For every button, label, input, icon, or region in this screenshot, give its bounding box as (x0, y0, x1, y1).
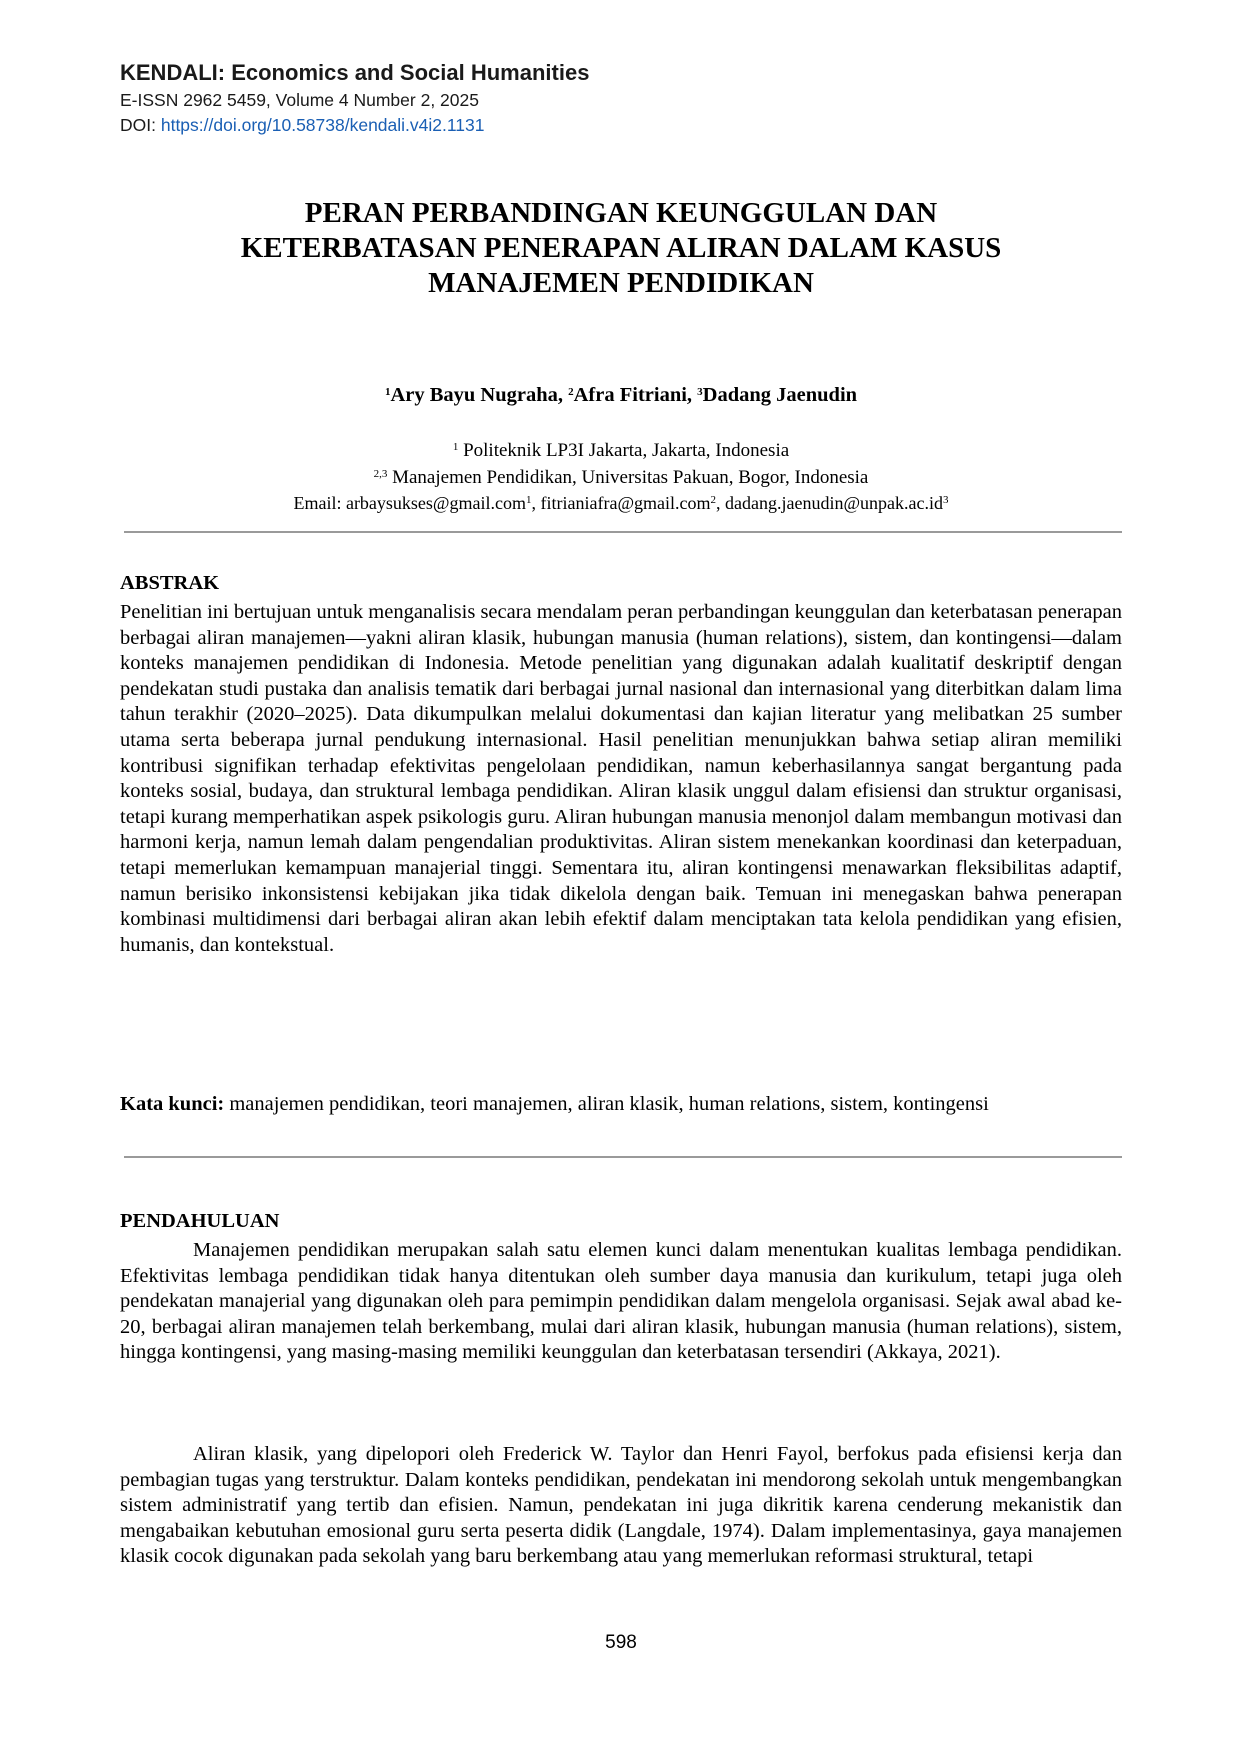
doi-line (120, 115, 485, 136)
author-sup: 3 (697, 386, 703, 398)
email-separator: , (716, 493, 726, 513)
page-number: 598 (605, 1632, 637, 1653)
affiliation-text: Manajemen Pendidikan, Universitas Pakuan, Bogor, Indonesia (392, 467, 869, 488)
email-separator: , (531, 493, 541, 513)
affiliation-sup: 1 (452, 441, 459, 453)
introduction-paragraph: Manajemen pendidikan merupakan salah satu elemen kunci dalam menentukan kualitas lembaga pendidikan. Efektivitas lembaga pendidikan tidak hanya ditentukan oleh sumber daya manusia dan kurikulum, tetapi juga oleh pendekatan manajerial yang digunakan oleh para pemimpin pendidikan dalam mengelola organisasi. Sejak awal abad ke-20, berbagai aliran manajemen telah berkembang, mulai dari aliran klasik, hubungan manusia (human relations), sistem, hingga kontingensi, yang masing-masing memiliki keunggulan dan keterbatasan tersendiri (Akkaya, 2021). (120, 1239, 1122, 1364)
doi-label: DOI: (120, 115, 161, 135)
title-line: KETERBATASAN PENERAPAN ALIRAN DALAM KASUS (240, 232, 1002, 264)
email-sup: 2 (710, 494, 717, 506)
journal-name: KENDALI: Economics and Social Humanities (120, 60, 590, 85)
affiliation-1 (120, 440, 1122, 462)
email-label: Email: (293, 493, 346, 513)
keywords (120, 1092, 1122, 1118)
introduction-heading: PENDAHULUAN (120, 1210, 280, 1232)
email-sup: 1 (526, 494, 532, 506)
article-title (120, 196, 1122, 301)
divider (124, 531, 1122, 533)
author-sup: 1 (384, 386, 391, 398)
title-line: MANAJEMEN PENDIDIKAN (428, 267, 814, 299)
title-line: PERAN PERBANDINGAN KEUNGGULAN DAN (304, 197, 938, 229)
affiliation-sup: 2,3 (373, 468, 388, 480)
author-sup: 2 (568, 386, 574, 398)
introduction-paragraph: Aliran klasik, yang dipelopori oleh Frederick W. Taylor dan Henri Fayol, berfokus pada efisiensi kerja dan pembagian tugas yang terstruktur. Dalam konteks pendidikan, pendekatan ini mendorong sekolah untuk mengembangkan sistem administratif yang tertib dan efisien. Namun, pendekatan ini juga dikritik karena cenderung mekanistik dan mengabaikan kebutuhan emosional guru serta peserta didik (Langdale, 1974). Dalam implementasinya, gaya manajemen klasik cocok digunakan pada sekolah yang baru berkembang atau yang memerlukan reformasi struktural, tetapi (120, 1443, 1122, 1568)
author-name: Afra Fitriani, (573, 384, 693, 406)
keywords-text: manajemen pendidikan, teori manajemen, aliran klasik, human relations, sistem, kontingensi (224, 1093, 989, 1115)
issn-volume-line: E-ISSN 2962 5459, Volume 4 Number 2, 2025 (120, 90, 479, 110)
abstract-text: Penelitian ini bertujuan untuk menganalisis secara mendalam peran perbandingan keunggulan dan keterbatasan penerapan berbagai aliran manajemen—yakni aliran klasik, hubungan manusia (human relations), sistem, dan kontingensi—dalam konteks manajemen pendidikan di Indonesia. Metode penelitian yang digunakan adalah kualitatif deskriptif dengan pendekatan studi pustaka dan analisis tematik dari berbagai jurnal nasional dan internasional yang diterbitkan dalam lima tahun terakhir (2020–2025). Data dikumpulkan melalui dokumentasi dan kajian literatur yang melibatkan 25 sumber utama serta beberapa jurnal pendukung internasional. Hasil penelitian menunjukkan bahwa setiap aliran memiliki kontribusi signifikan terhadap efektivitas pengelolaan pendidikan, namun keberhasilannya sangat bergantung pada konteks sosial, budaya, dan struktural lembaga pendidikan. Aliran klasik unggul dalam efisiensi dan struktur organisasi, tetapi kurang memperhatikan aspek psikologis guru. Aliran hubungan manusia menonjol dalam membangun motivasi dan harmoni kerja, namun lemah dalam pengendalian produktivitas. Aliran sistem menekankan koordinasi dan keterpaduan, tetapi memerlukan kemampuan manajerial tinggi. Sementara itu, aliran kontingensi menawarkan fleksibilitas adaptif, namun berisiko inkonsistensi kebijakan jika tidak dikelola dengan baik. Temuan ini menegaskan bahwa penerapan kombinasi multidimensi dari berbagai aliran akan lebih efektif dalam menciptakan tata kelola pendidikan yang efisien, humanis, dan kontekstual. (120, 601, 1122, 956)
affiliation-text: Politeknik LP3I Jakarta, Jakarta, Indonesia (463, 440, 790, 461)
email-address: arbaysukses@gmail.com (345, 493, 526, 513)
email-line (120, 493, 1122, 514)
doi-link[interactable]: https://doi.org/10.58738/kendali.v4i2.1131 (160, 115, 485, 135)
abstract-heading: ABSTRAK (120, 572, 220, 594)
author-name: Dadang Jaenudin (702, 384, 858, 406)
affiliation-2 (120, 467, 1122, 489)
email-address: fitrianiafra@gmail.com (540, 493, 711, 513)
divider (124, 1156, 1122, 1158)
author-list (120, 384, 1122, 407)
email-address: dadang.jaenudin@unpak.ac.id (725, 493, 944, 513)
email-sup: 3 (943, 494, 949, 506)
author-name: Ary Bayu Nugraha, (390, 384, 563, 406)
keywords-label: Kata kunci: (120, 1093, 225, 1115)
